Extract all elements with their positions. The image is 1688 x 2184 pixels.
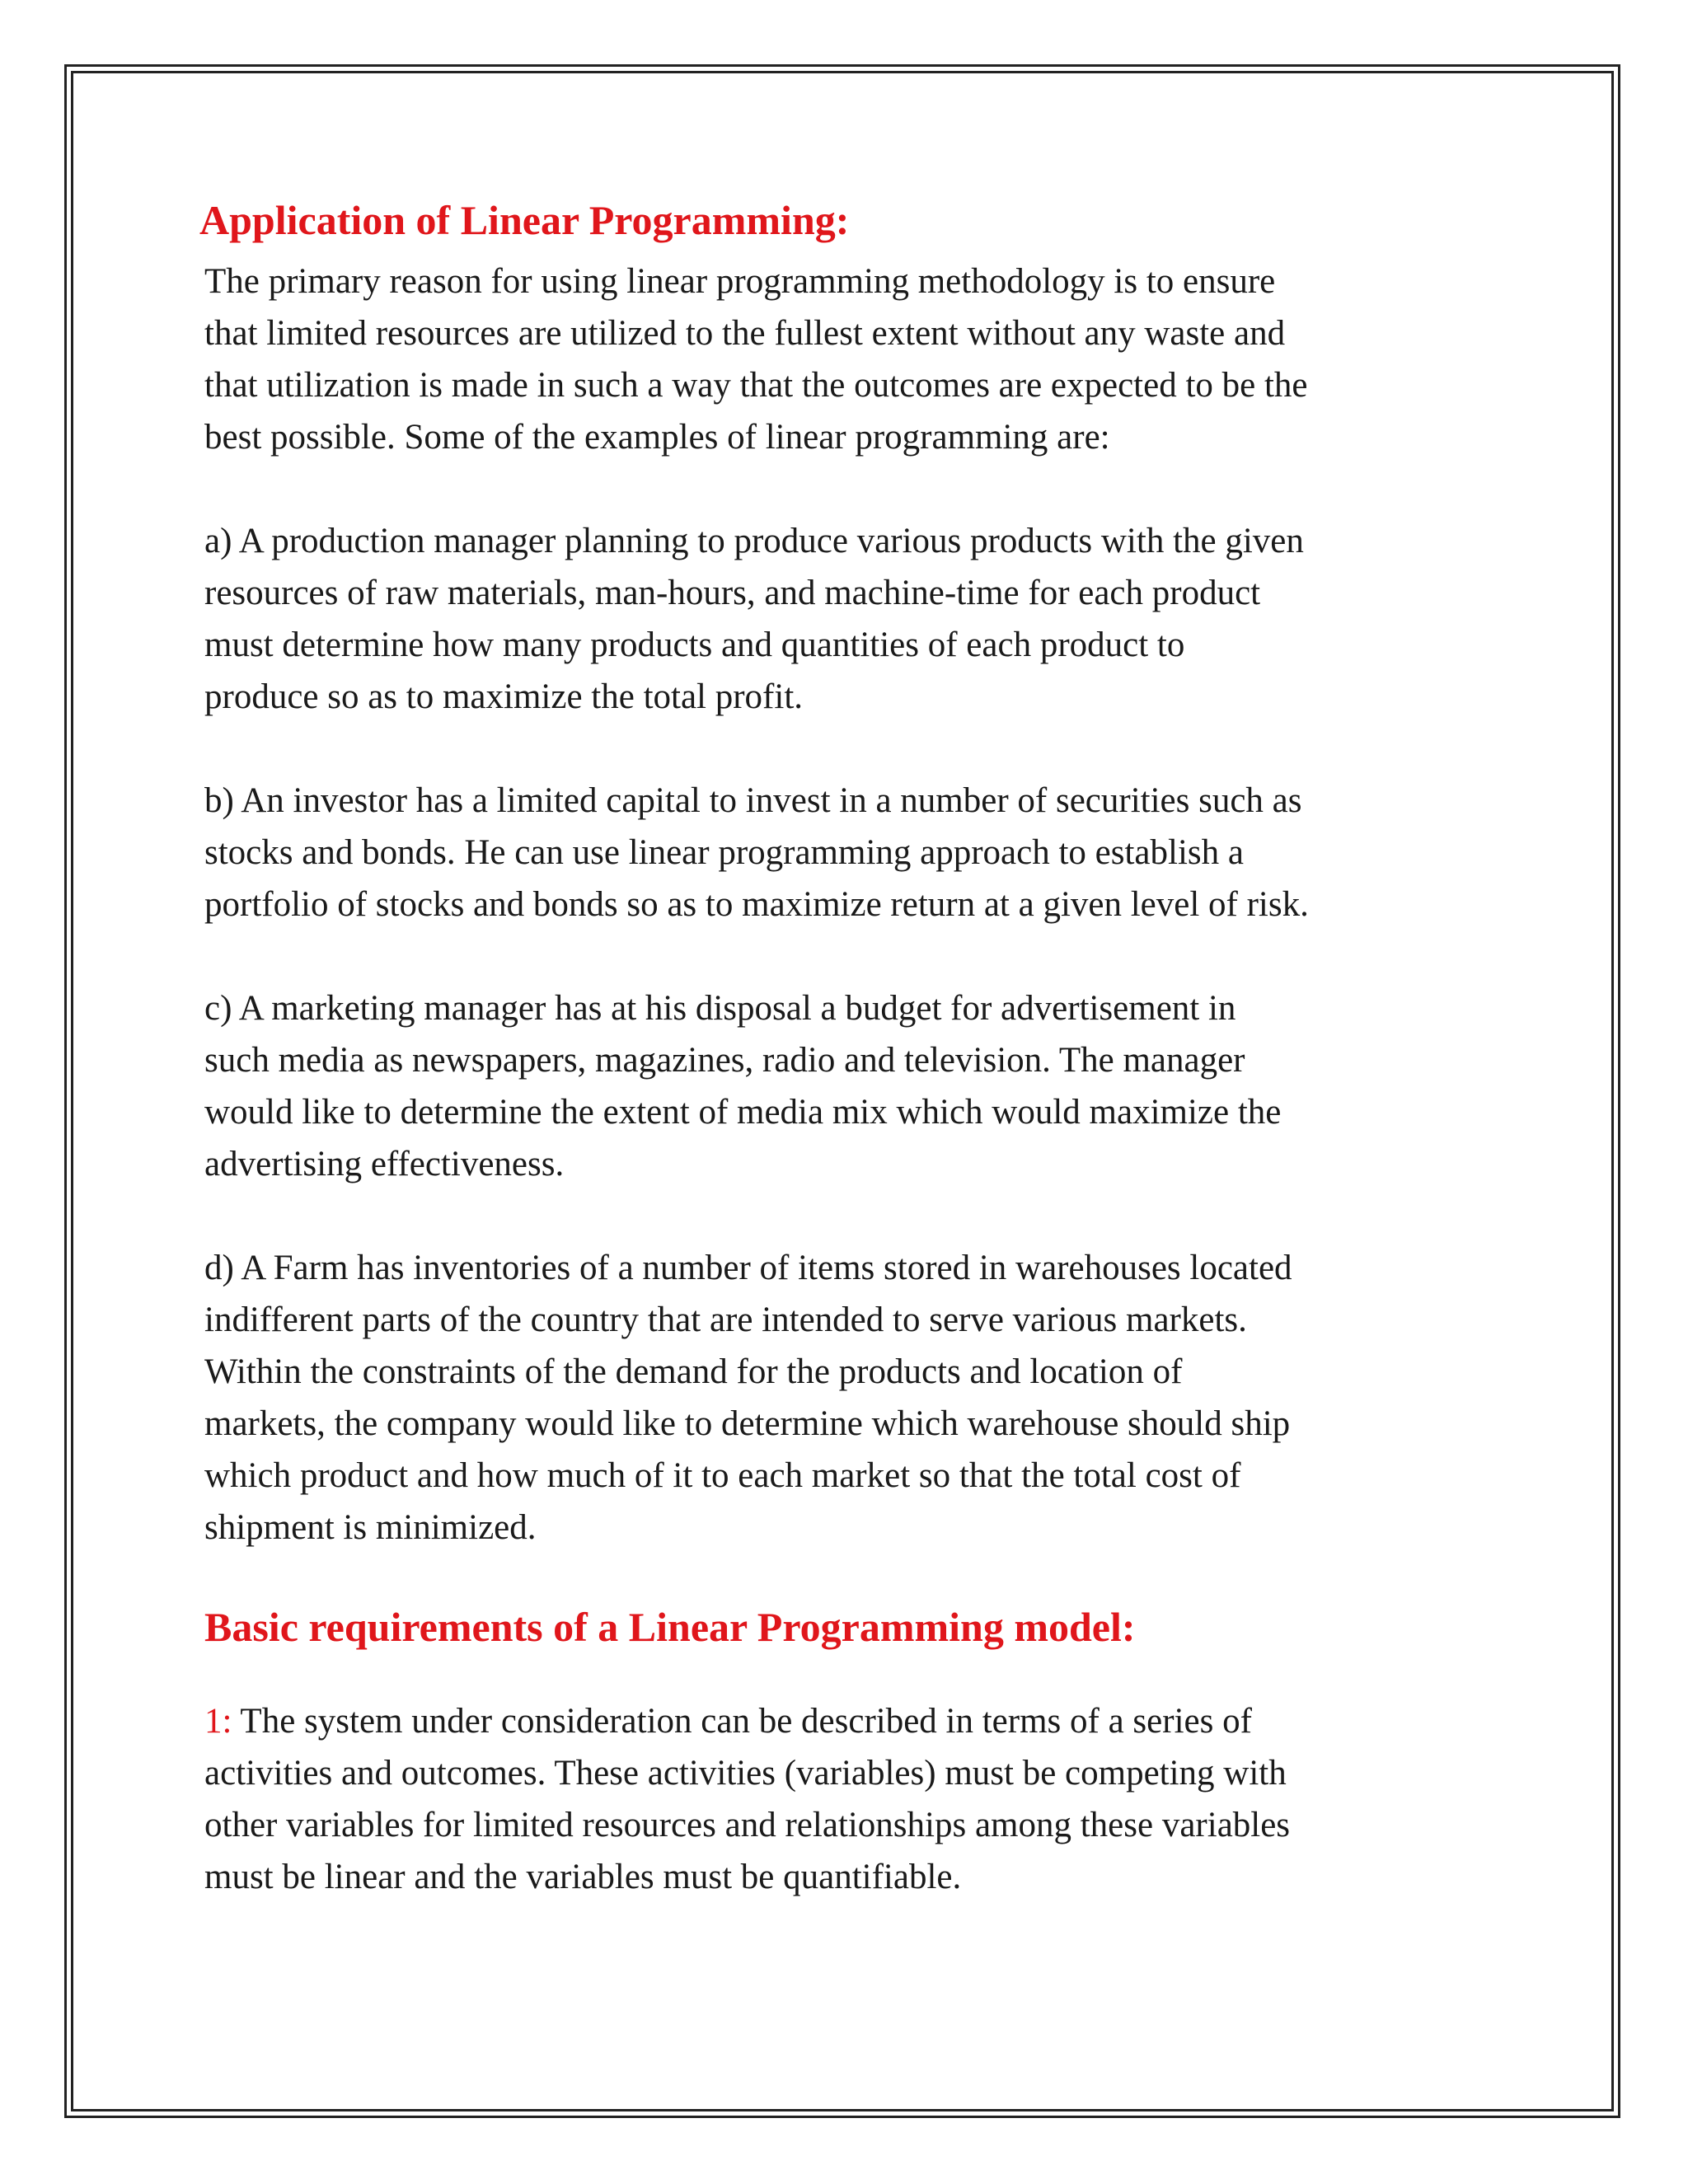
requirement-number: 1: — [204, 1702, 232, 1741]
example-a: a) A production manager planning to produce various products with the given resources of raw materials, man-hours, and machine-time for each product must determine how many products and quantities of each product to produce so as to maximize the total profit. — [204, 522, 1304, 716]
example-c: c) A marketing manager has at his disposal a budget for advertisement in such media as newspapers, magazines, radio and television. The manager would like to determine the extent of media mix which would maximize the advertising effectiveness. — [204, 989, 1282, 1183]
requirement-1 — [204, 1695, 1507, 1903]
paragraph-gap — [204, 463, 1507, 515]
paragraph-gap — [204, 723, 1507, 775]
section-title-application: Application of Linear Programming: — [199, 197, 850, 243]
paragraph-gap — [204, 930, 1507, 982]
example-d: d) A Farm has inventories of a number of items stored in warehouses located indifferent parts of the country that are intended to serve various markets. Within the constraints of the demand for the products and location of markets, the company would like to determine which warehouse should ship which product and how much of it to each market so that the total cost of shipment is minimized. — [204, 1249, 1292, 1547]
requirement-text: The system under consideration can be described in terms of a series of activities and outcomes. These activities (variables) must be competing with other variables for limited resources and relationships among these variables must be linear and the variables must be quantifiable. — [204, 1702, 1291, 1896]
paragraph-gap — [204, 1190, 1507, 1242]
intro-paragraph: The primary reason for using linear programming methodology is to ensure that limited resources are utilized to the fullest extent without any waste and that utilization is made in such a way that the outcomes are expected to be the best possible. Some of the examples of linear programming are: — [204, 262, 1308, 457]
section-title-requirements: Basic requirements of a Linear Programming model: — [204, 1604, 1136, 1650]
example-b: b) An investor has a limited capital to invest in a number of securities such as stocks and bonds. He can use linear programming approach to establish a portfolio of stocks and bonds so as to maximize return at a given level of risk. — [204, 781, 1309, 924]
document-body — [199, 191, 1507, 1903]
